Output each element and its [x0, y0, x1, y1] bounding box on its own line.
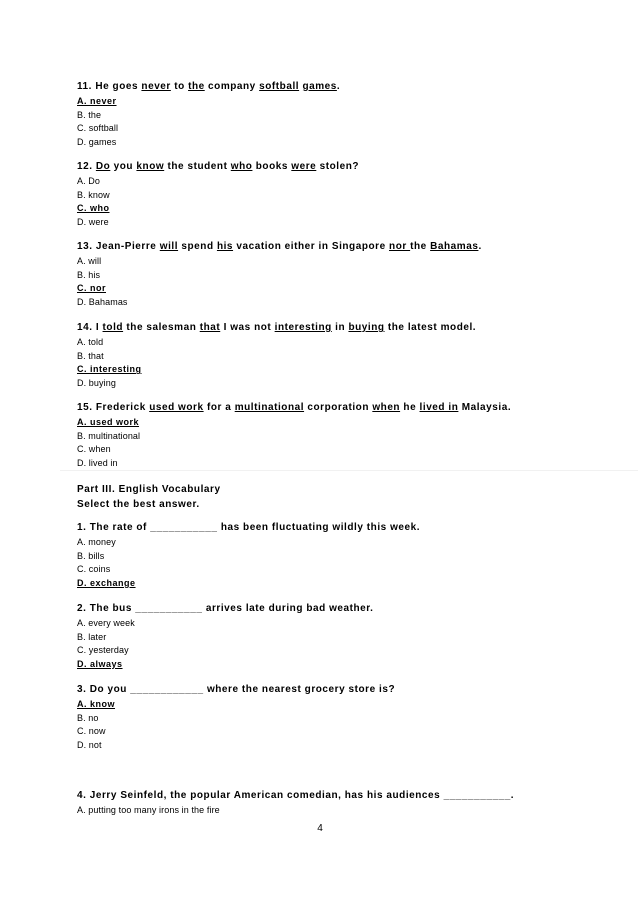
underlined-segment: told [102, 322, 124, 333]
answer-options [77, 416, 577, 470]
vocab-question-1 [77, 521, 577, 590]
question-stem: 1. The rate of ___________ has been fluctuating wildly this week. [77, 522, 421, 533]
vocab-question-4 [77, 789, 577, 818]
answer-options [77, 698, 577, 752]
correct-answer-option: A. know [77, 699, 116, 709]
underlined-segment: the [188, 81, 205, 92]
correct-answer-option: D. always [77, 658, 123, 669]
underlined-segment: buying [348, 322, 385, 333]
question-block-15 [77, 401, 577, 470]
answer-options [77, 617, 577, 671]
answer-option: B. the [77, 109, 102, 120]
underlined-segment: his [216, 241, 234, 252]
answer-option: A. money [77, 537, 116, 547]
correct-answer-option: D. exchange [77, 577, 136, 588]
correct-answer-option: A. never [77, 96, 117, 106]
answer-option: D. Bahamas [77, 296, 128, 307]
question-stem: 14. I told the salesman that I was not interesting in buying the latest model. [77, 322, 477, 333]
answer-option: B. know [77, 189, 110, 200]
answer-option: D. lived in [77, 457, 118, 468]
answer-option: B. no [77, 712, 99, 723]
question-stem: 13. Jean-Pierre will spend his vacation either in Singapore nor the Bahamas. [77, 241, 482, 252]
correct-answer-option: C. nor [77, 283, 106, 294]
underlined-segment: when [372, 402, 401, 413]
answer-option: A. putting too many irons in the fire [77, 805, 220, 815]
answer-option: D. not [77, 739, 102, 750]
answer-option: D. games [77, 136, 117, 147]
underlined-segment: Bahamas [430, 241, 479, 252]
question-stem: 15. Frederick used work for a multinational corporation when he lived in Malaysia. [77, 402, 512, 413]
answer-option: A. every week [77, 618, 135, 628]
answer-options [77, 255, 577, 309]
underlined-segment: Do [95, 161, 111, 172]
section-heading: Part III. English Vocabulary [77, 484, 221, 495]
underlined-segment: that [199, 322, 221, 333]
question-stem: 2. The bus ___________ arrives late during bad weather. [77, 603, 374, 614]
answer-option: D. buying [77, 377, 116, 388]
section-instruction: Select the best answer. [77, 499, 200, 510]
question-block-13 [77, 240, 577, 309]
answer-option: B. multinational [77, 430, 141, 441]
answer-option: B. his [77, 269, 101, 280]
question-stem: 12. Do you know the student who books were stolen? [77, 161, 360, 172]
answer-option: A. will [77, 256, 102, 266]
underlined-segment: lived in [419, 402, 459, 413]
answer-option: B. bills [77, 550, 105, 561]
answer-options [77, 336, 577, 390]
answer-option: C. now [77, 726, 106, 737]
underlined-segment: know [136, 161, 165, 172]
answer-option: C. yesterday [77, 645, 129, 656]
underlined-segment: were [291, 161, 317, 172]
underlined-segment: never [141, 81, 171, 92]
question-stem: 4. Jerry Seinfeld, the popular American comedian, has his audiences ___________. [77, 790, 515, 801]
answer-options [77, 536, 577, 590]
question-stem: 11. He goes never to the company softball games. [77, 81, 341, 92]
answer-option: C. when [77, 444, 111, 455]
answer-options [77, 804, 577, 818]
answer-option: B. later [77, 631, 107, 642]
vocab-question-3 [77, 683, 577, 752]
vocab-question-2 [77, 602, 577, 671]
underlined-segment: will [159, 241, 179, 252]
page-number: 4 [317, 823, 323, 834]
question-block-14 [77, 321, 577, 390]
underlined-segment: interesting [274, 322, 332, 333]
underlined-segment: used work [149, 402, 204, 413]
underlined-segment: nor [389, 241, 411, 252]
question-stem: 3. Do you ____________ where the nearest grocery store is? [77, 684, 396, 695]
answer-option: B. that [77, 350, 104, 361]
answer-option: C. softball [77, 123, 119, 134]
answer-option: C. coins [77, 564, 111, 575]
question-block-12 [77, 160, 577, 229]
answer-options [77, 175, 577, 229]
underlined-segment: who [230, 161, 253, 172]
answer-option: A. Do [77, 176, 101, 186]
answer-options [77, 95, 577, 149]
answer-option: D. were [77, 216, 109, 227]
question-block-11 [77, 80, 577, 149]
section-divider [60, 470, 638, 471]
correct-answer-option: A. used work [77, 417, 140, 427]
correct-answer-option: C. interesting [77, 364, 142, 375]
underlined-segment: softball [259, 81, 300, 92]
answer-option: A. told [77, 337, 104, 347]
underlined-segment: multinational [234, 402, 305, 413]
correct-answer-option: C. who [77, 203, 110, 214]
underlined-segment: games [302, 81, 337, 92]
